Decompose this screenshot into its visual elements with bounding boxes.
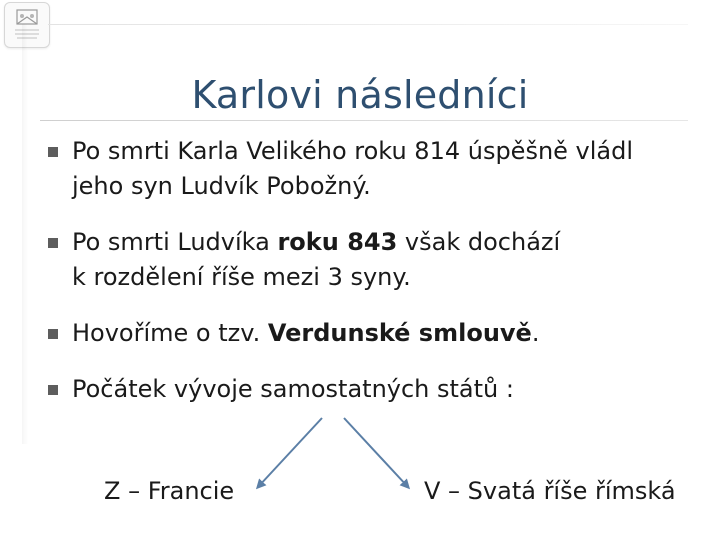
bullet-text: Hovoříme o tzv. bbox=[72, 319, 268, 347]
bullet-text-line: jeho syn Ludvík Pobožný. bbox=[72, 172, 371, 200]
bullet-text-line: k rozdělení říše mezi 3 syny. bbox=[72, 263, 411, 291]
bullet-text: . bbox=[531, 319, 540, 347]
bullet-text: Po smrti Ludvíka bbox=[72, 228, 278, 256]
west-kingdom-label: Z – Francie bbox=[104, 477, 235, 505]
east-kingdom-label: V – Svatá říše římská bbox=[424, 477, 676, 505]
slide-title: Karlovi následníci bbox=[191, 73, 529, 118]
arrow-to-west bbox=[258, 418, 322, 487]
bullet-text-line: Po smrti Karla Velikého roku 814 úspěšně vládl bbox=[72, 137, 634, 165]
bullet-text-line: Počátek vývoje samostatných států : bbox=[72, 375, 514, 403]
bullet-bold-text: roku 843 bbox=[277, 228, 398, 256]
bullet-bold-text: Verdunské smlouvě bbox=[267, 319, 532, 347]
bullet-text: však dochází bbox=[397, 228, 561, 256]
arrow-to-east bbox=[344, 418, 408, 487]
